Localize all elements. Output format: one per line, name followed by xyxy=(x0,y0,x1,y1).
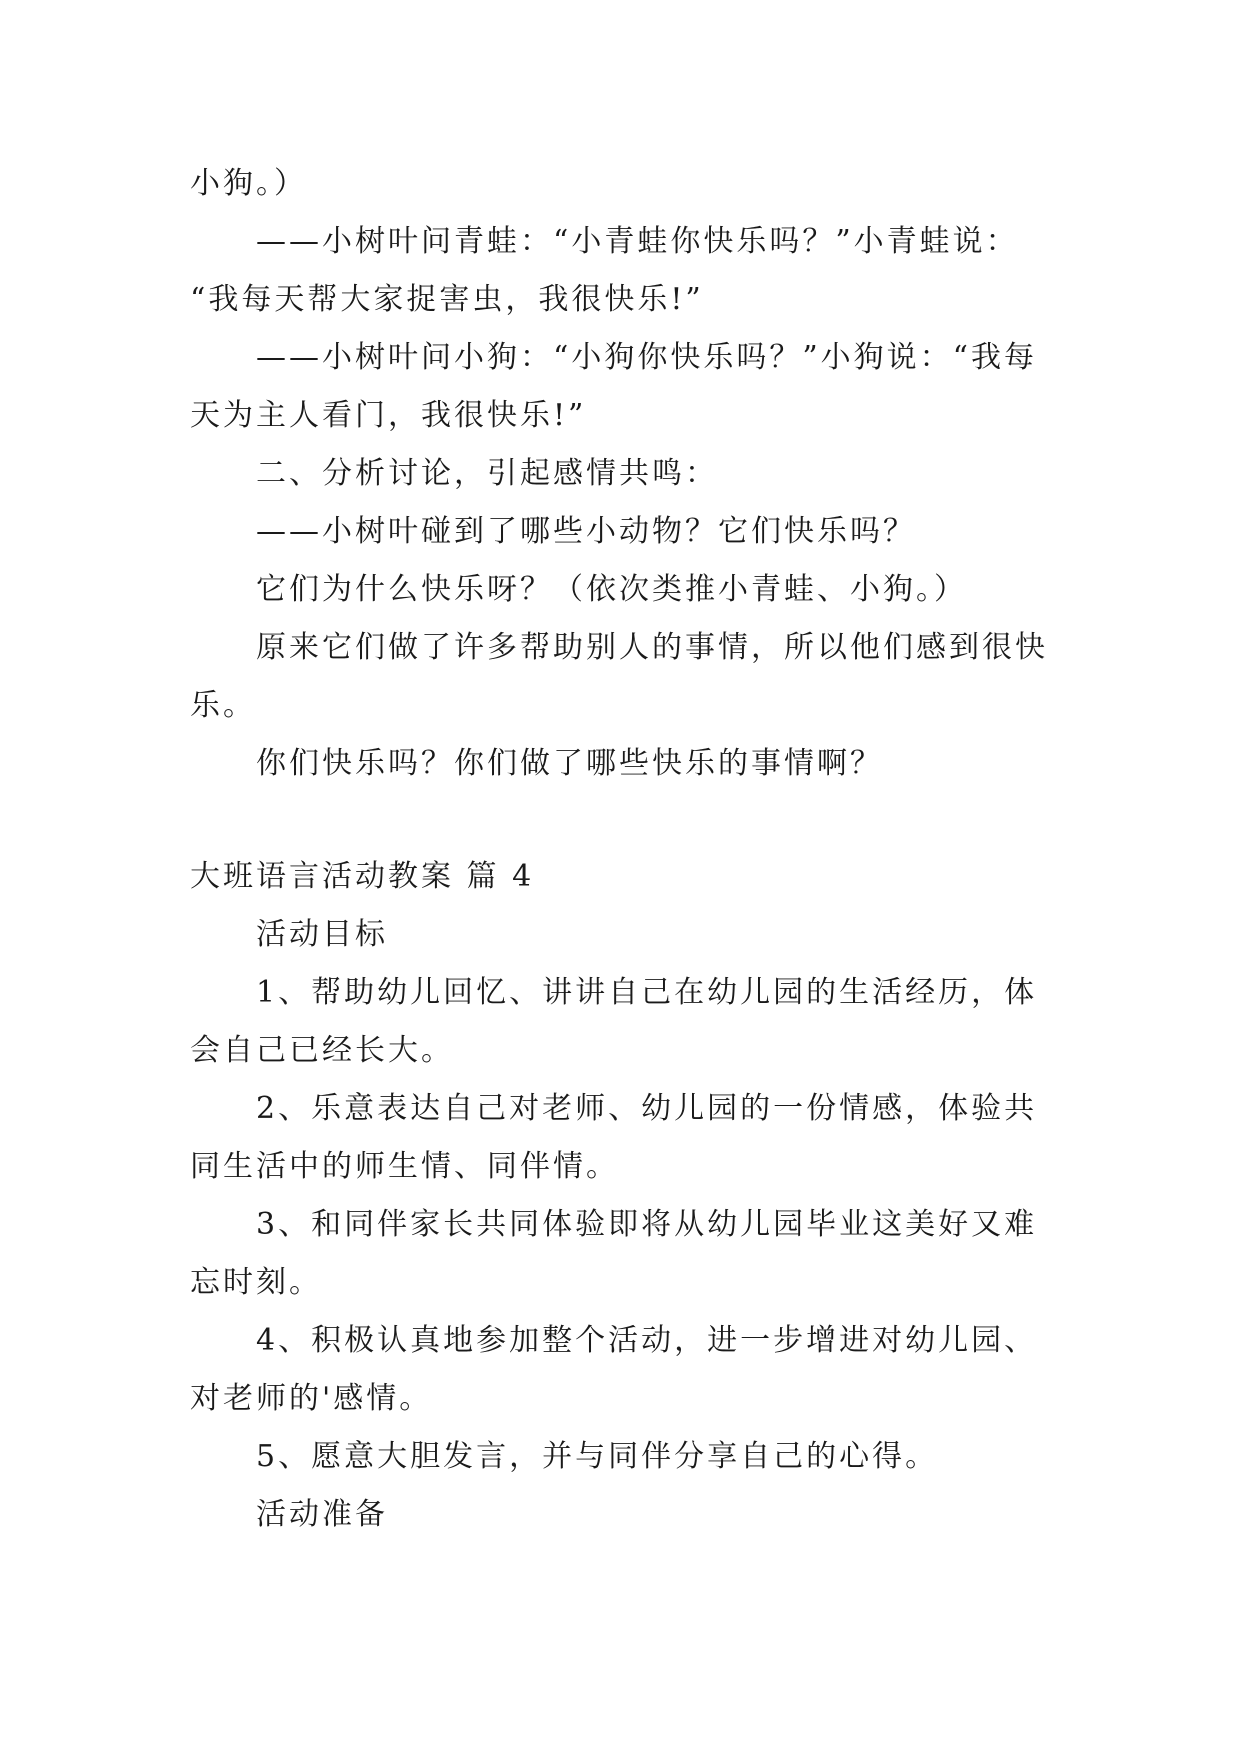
paragraph-line: 5、愿意大胆发言，并与同伴分享自己的心得。 xyxy=(256,1439,939,1474)
paragraph-line: ——小树叶问小狗：“小狗你快乐吗？”小狗说：“我每 xyxy=(256,340,1038,375)
paragraph-line: 小狗。） xyxy=(190,166,307,201)
section-title: 大班语言活动教案 篇 4 xyxy=(190,859,535,894)
paragraph-line: 你们快乐吗？你们做了哪些快乐的事情啊？ xyxy=(256,746,883,781)
paragraph-line: ——小树叶碰到了哪些小动物？它们快乐吗？ xyxy=(256,514,916,549)
paragraph-line: 原来它们做了许多帮助别人的事情，所以他们感到很快 xyxy=(256,630,1048,665)
paragraph-line: 乐。 xyxy=(190,688,256,723)
paragraph-line: 会自己已经长大。 xyxy=(190,1033,454,1068)
document-page xyxy=(190,155,1050,1544)
paragraph-line: 1、帮助幼儿回忆、讲讲自己在幼儿园的生活经历，体 xyxy=(256,975,1038,1010)
paragraph-line: 对老师的'感情。 xyxy=(190,1381,433,1416)
paragraph-line: 忘时刻。 xyxy=(190,1265,322,1300)
subheading-goals: 活动目标 xyxy=(256,917,388,952)
paragraph-line: 2、乐意表达自己对老师、幼儿园的一份情感，体验共 xyxy=(256,1091,1038,1126)
paragraph-line: 它们为什么快乐呀？（依次类推小青蛙、小狗。） xyxy=(256,572,967,607)
paragraph-line: 3、和同伴家长共同体验即将从幼儿园毕业这美好又难 xyxy=(256,1207,1038,1242)
paragraph-line: 同生活中的师生情、同伴情。 xyxy=(190,1149,619,1184)
paragraph-line: “我每天帮大家捉害虫，我很快乐!” xyxy=(190,282,704,317)
paragraph-line: 二、分析讨论，引起感情共鸣： xyxy=(256,456,718,491)
subheading-preparation: 活动准备 xyxy=(256,1497,388,1532)
paragraph-line: ——小树叶问青蛙：“小青蛙你快乐吗？”小青蛙说： xyxy=(256,224,1019,259)
paragraph-line: 天为主人看门，我很快乐!” xyxy=(190,398,587,433)
paragraph-line: 4、积极认真地参加整个活动，进一步增进对幼儿园、 xyxy=(256,1323,1038,1358)
